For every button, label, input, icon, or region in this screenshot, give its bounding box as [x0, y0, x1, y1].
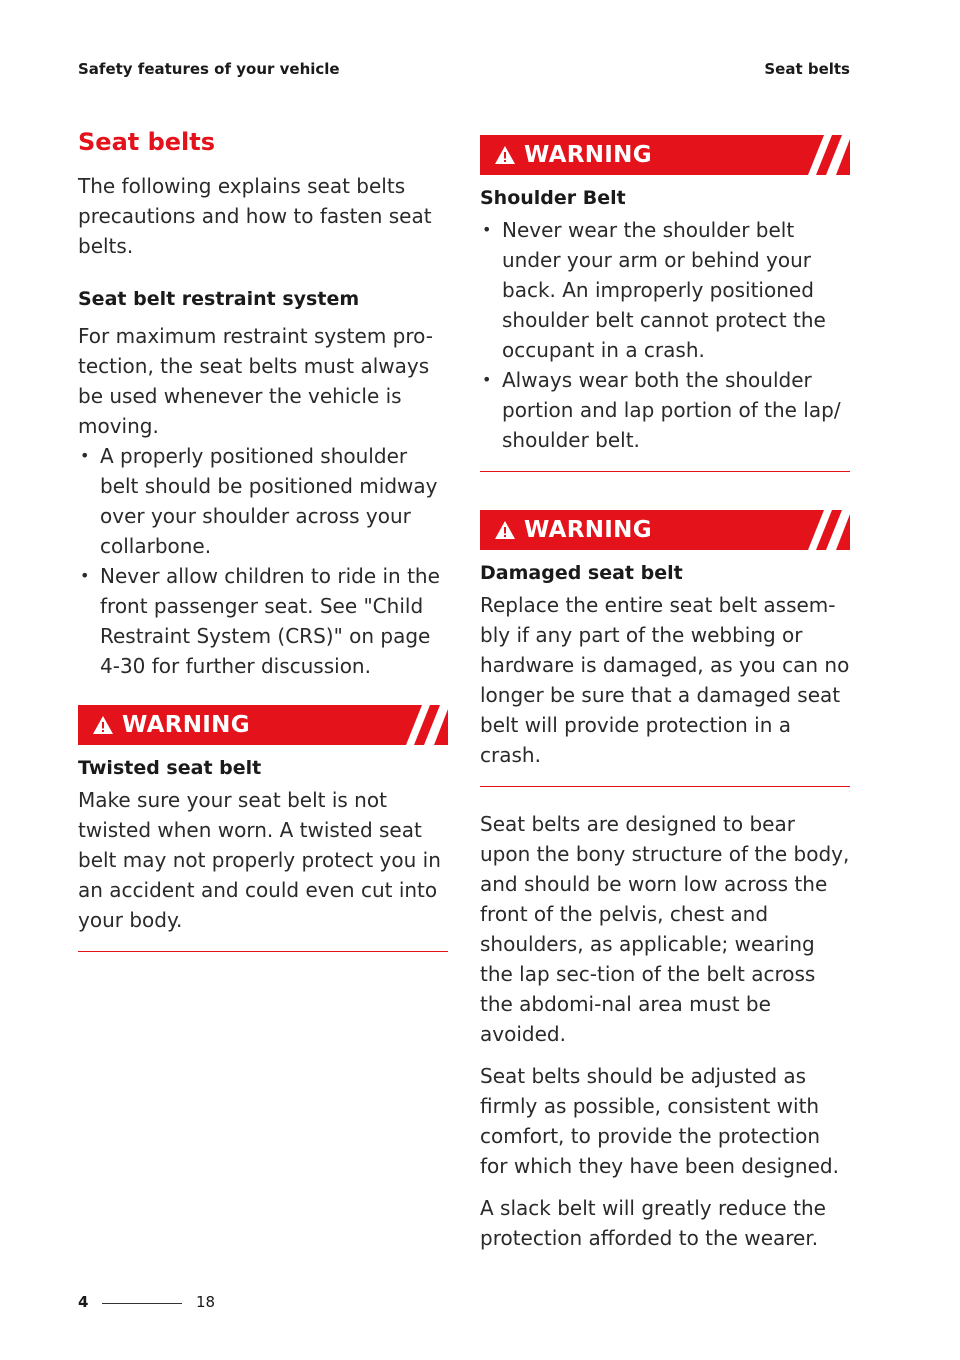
warning-triangle-icon	[494, 520, 516, 540]
shoulder-belt-bullet-list	[480, 215, 850, 455]
restraint-bullet-list	[78, 441, 448, 681]
warning-stripes-decoration	[794, 135, 850, 175]
warning-banner	[480, 135, 850, 175]
bullet-icon: •	[482, 220, 492, 239]
list-item: • Never allow children to ride in the front passenger seat. See "Child Restraint System (CRS)" on page 4-30 for further discussion.	[78, 561, 448, 681]
warning-text: Make sure your seat belt is not twisted when worn. A twisted seat belt may not properly protect you in an accident and could even cut into your body.	[78, 788, 441, 933]
warning-stripes-decoration	[392, 705, 448, 745]
warning-end-rule	[480, 471, 850, 472]
left-column	[78, 128, 448, 952]
warning-label: WARNING	[524, 142, 652, 168]
warning-stripes-decoration	[794, 510, 850, 550]
warning-title: Shoulder Belt	[480, 187, 626, 209]
footer-page-number: 18	[196, 1293, 216, 1311]
seat-belt-guidance	[480, 809, 850, 1253]
subheading-restraint-system: Seat belt restraint system	[78, 287, 360, 310]
guidance-paragraph: Seat belts are designed to bear upon the bony structure of the body, and should be worn low across the front of the pelvis, chest and shoulders, as applicable; wearing the lap sec-tion of the belt across the abdomi-nal area must be avoided.	[480, 812, 850, 1046]
warning-end-rule	[480, 786, 850, 787]
running-header-chapter: Safety features of your vehicle	[78, 60, 340, 78]
running-header-section: Seat belts	[764, 60, 850, 78]
section-title: Seat belts	[78, 128, 216, 156]
warning-label: WARNING	[524, 517, 652, 543]
guidance-paragraph: Seat belts should be adjusted as firmly as possible, consistent with comfort, to provide the protection for which they have been designed.	[480, 1064, 839, 1178]
warning-title: Damaged seat belt	[480, 562, 683, 584]
warning-title: Twisted seat belt	[78, 757, 262, 780]
list-item: • Never wear the shoulder belt under your arm or behind your back. An improperly positioned shoulder belt cannot protect the occupant in a crash.	[480, 215, 850, 365]
warning-label: WARNING	[122, 712, 250, 739]
bullet-icon: •	[80, 566, 90, 586]
warning-banner	[78, 705, 448, 745]
footer-chapter-number: 4	[78, 1293, 89, 1311]
restraint-paragraph: For maximum restraint system pro-tection, the seat belts must always be used whenever the vehicle is moving.	[78, 324, 433, 439]
warning-banner	[480, 510, 850, 550]
intro-paragraph: The following explains seat belts precautions and how to fasten seat belts.	[78, 173, 432, 258]
warning-end-rule	[78, 951, 448, 952]
footer-divider	[102, 1303, 182, 1304]
warning-text: Replace the entire seat belt assem-bly if any part of the webbing or hardware is damaged, as you can no longer be sure that a damaged seat belt will provide protection in a crash.	[480, 593, 850, 767]
warning-shoulder-belt	[480, 135, 850, 472]
warning-damaged-seat-belt	[480, 510, 850, 787]
warning-twisted-seat-belt	[78, 705, 448, 952]
list-item: • Always wear both the shoulder portion and lap portion of the lap/ shoulder belt.	[480, 365, 850, 455]
right-column	[480, 135, 850, 1265]
warning-triangle-icon	[494, 145, 516, 165]
bullet-icon: •	[80, 446, 90, 466]
warning-triangle-icon	[92, 715, 114, 735]
bullet-icon: •	[482, 370, 492, 389]
list-item: • A properly positioned shoulder belt should be positioned midway over your shoulder across your collarbone.	[78, 441, 448, 561]
guidance-paragraph: A slack belt will greatly reduce the protection afforded to the wearer.	[480, 1196, 826, 1250]
